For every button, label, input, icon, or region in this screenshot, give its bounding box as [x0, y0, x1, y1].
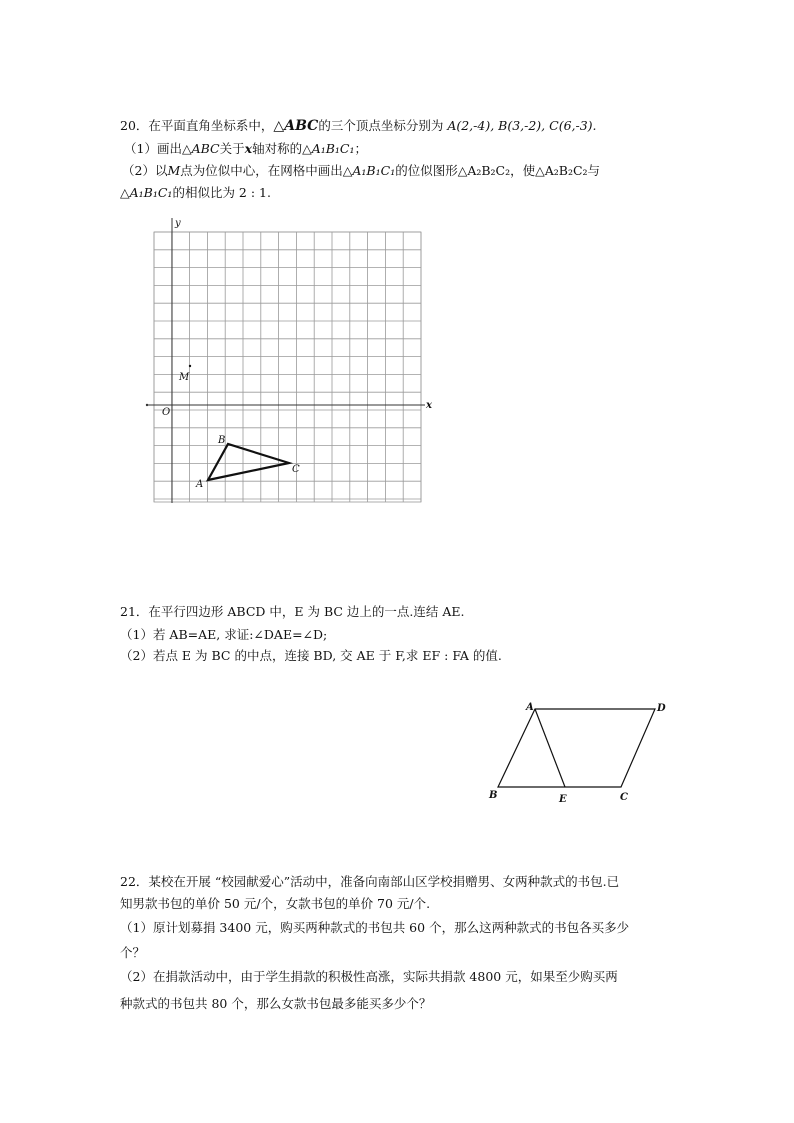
- parallelogram-abcd: [498, 709, 655, 787]
- segment-ae: [535, 709, 565, 787]
- c-label: C: [292, 464, 300, 475]
- q22-sub2-line1: （2）在捐款活动中，由于学生捐款的积极性高涨，实际共捐款 4800 元，如果至少购买两: [120, 969, 618, 984]
- q21-stem: 21．在平行四边形 ABCD 中，E 为 BC 边上的一点.连结 AE.: [120, 604, 465, 619]
- q21-sub2: （2）若点 E 为 BC 的中点，连接 BD, 交 AE 于 F,求 EF : FA 的值.: [120, 648, 502, 663]
- para-b-label: B: [489, 790, 498, 801]
- y-axis-label: y: [175, 218, 181, 229]
- q22-line2: 知男款书包的单价 50 元/个，女款书包的单价 70 元/个.: [120, 896, 431, 911]
- q22-sub1-line1: （1）原计划募捐 3400 元，购买两种款式的书包共 60 个，那么这两种款式的书包各买多少: [120, 920, 630, 935]
- origin-label: O: [162, 407, 171, 418]
- q20-stem: 20．在平面直角坐标系中，△ABC的三个顶点坐标分别为 A(2,-4), B(3,-2), C(6,-3).: [120, 118, 597, 134]
- q22-line1: 22．某校在开展 “校园献爱心”活动中，准备向南部山区学校捐赠男、女两种款式的书包.已: [120, 874, 620, 889]
- para-a-label: A: [526, 702, 534, 713]
- a-label: A: [196, 479, 204, 490]
- q21-sub1: （1）若 AB=AE, 求证:∠DAE=∠D;: [120, 627, 328, 642]
- q22-sub1-line2: 个？: [120, 945, 146, 960]
- para-c-label: C: [620, 792, 628, 803]
- q20-sub2: （2）以M点为位似中心，在网格中画出△A₁B₁C₁的位似图形△A₂B₂C₂，使△A₂B₂C₂与: [122, 163, 601, 178]
- x-axis-label: x: [426, 400, 432, 411]
- q22-sub2-line2: 种款式的书包共 80 个，那么女款书包最多能买多少个？: [120, 996, 432, 1011]
- para-e-label: E: [559, 794, 567, 805]
- q20-sub2-line2: △A₁B₁C₁的相似比为 2 : 1.: [120, 185, 271, 200]
- q20-sub1: （1）画出△ABC关于x轴对称的△A₁B₁C₁；: [124, 141, 368, 156]
- para-d-label: D: [657, 703, 666, 714]
- b-label: B: [218, 435, 226, 446]
- m-label: M: [179, 372, 190, 383]
